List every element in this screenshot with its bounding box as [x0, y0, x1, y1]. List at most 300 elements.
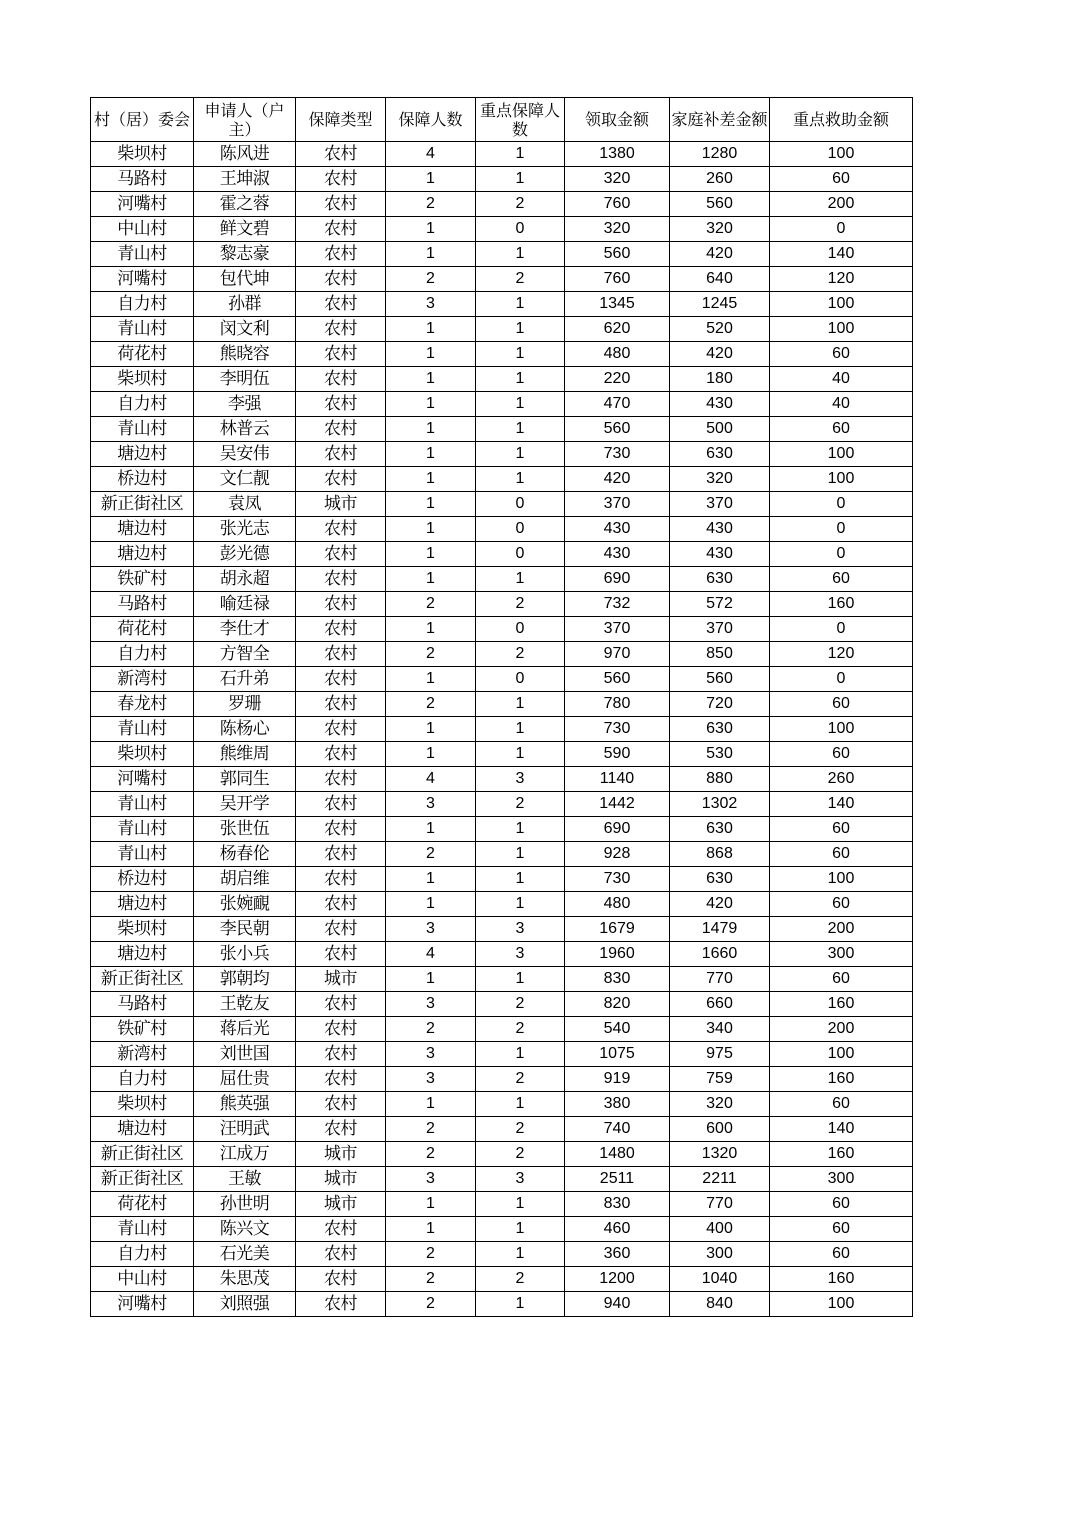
cell-key-aid: 0: [770, 617, 913, 642]
cell-amount: 1075: [565, 1042, 670, 1067]
cell-family-subsidy: 420: [670, 242, 770, 267]
cell-key-aid: 160: [770, 992, 913, 1017]
cell-persons: 2: [386, 592, 476, 617]
cell-key-persons: 1: [476, 1192, 565, 1217]
table-row: [91, 492, 913, 517]
cell-key-persons: 0: [476, 517, 565, 542]
cell-applicant: 蒋后光: [194, 1017, 296, 1042]
cell-persons: 1: [386, 717, 476, 742]
cell-persons: 1: [386, 342, 476, 367]
cell-amount: 820: [565, 992, 670, 1017]
cell-amount: 360: [565, 1242, 670, 1267]
cell-amount: 730: [565, 717, 670, 742]
cell-type: 农村: [296, 1067, 386, 1092]
cell-applicant: 袁凤: [194, 492, 296, 517]
table-row: [91, 192, 913, 217]
table-row: [91, 667, 913, 692]
cell-key-aid: 60: [770, 167, 913, 192]
cell-applicant: 江成万: [194, 1142, 296, 1167]
cell-amount: 1200: [565, 1267, 670, 1292]
table-row: [91, 442, 913, 467]
cell-committee: 铁矿村: [91, 1017, 194, 1042]
cell-applicant: 王乾友: [194, 992, 296, 1017]
cell-amount: 480: [565, 342, 670, 367]
cell-family-subsidy: 630: [670, 817, 770, 842]
header-applicant: 申请人（户主）: [194, 98, 296, 142]
cell-persons: 1: [386, 892, 476, 917]
cell-amount: 430: [565, 517, 670, 542]
header-persons: 保障人数: [386, 98, 476, 142]
cell-persons: 1: [386, 617, 476, 642]
cell-committee: 自力村: [91, 642, 194, 667]
cell-persons: 1: [386, 467, 476, 492]
cell-amount: 420: [565, 467, 670, 492]
cell-type: 农村: [296, 442, 386, 467]
cell-applicant: 朱思茂: [194, 1267, 296, 1292]
cell-family-subsidy: 640: [670, 267, 770, 292]
header-type: 保障类型: [296, 98, 386, 142]
cell-key-persons: 1: [476, 967, 565, 992]
cell-applicant: 彭光德: [194, 542, 296, 567]
cell-committee: 荷花村: [91, 342, 194, 367]
cell-family-subsidy: 1302: [670, 792, 770, 817]
cell-key-persons: 1: [476, 717, 565, 742]
cell-amount: 1140: [565, 767, 670, 792]
cell-key-aid: 160: [770, 1267, 913, 1292]
cell-applicant: 吴开学: [194, 792, 296, 817]
cell-amount: 690: [565, 817, 670, 842]
cell-type: 农村: [296, 367, 386, 392]
cell-committee: 新湾村: [91, 667, 194, 692]
cell-key-aid: 60: [770, 842, 913, 867]
cell-type: 农村: [296, 167, 386, 192]
cell-key-aid: 200: [770, 192, 913, 217]
cell-family-subsidy: 975: [670, 1042, 770, 1067]
table-row: [91, 1167, 913, 1192]
table-row: [91, 267, 913, 292]
cell-amount: 620: [565, 317, 670, 342]
cell-family-subsidy: 1660: [670, 942, 770, 967]
cell-committee: 柴坝村: [91, 367, 194, 392]
cell-type: 农村: [296, 1292, 386, 1317]
table-row: [91, 617, 913, 642]
table-row: [91, 1292, 913, 1317]
cell-family-subsidy: 180: [670, 367, 770, 392]
table-row: [91, 967, 913, 992]
table-body: [91, 142, 913, 1317]
cell-key-persons: 1: [476, 342, 565, 367]
cell-amount: 470: [565, 392, 670, 417]
cell-persons: 1: [386, 542, 476, 567]
cell-persons: 1: [386, 242, 476, 267]
cell-family-subsidy: 370: [670, 492, 770, 517]
cell-persons: 1: [386, 667, 476, 692]
cell-persons: 3: [386, 792, 476, 817]
cell-committee: 青山村: [91, 317, 194, 342]
cell-key-aid: 140: [770, 792, 913, 817]
cell-key-persons: 0: [476, 217, 565, 242]
cell-committee: 柴坝村: [91, 742, 194, 767]
cell-family-subsidy: 560: [670, 192, 770, 217]
table-row: [91, 242, 913, 267]
cell-applicant: 林普云: [194, 417, 296, 442]
header-key-aid: 重点救助金额: [770, 98, 913, 142]
cell-type: 农村: [296, 867, 386, 892]
cell-persons: 2: [386, 1117, 476, 1142]
cell-key-persons: 2: [476, 1067, 565, 1092]
cell-applicant: 胡永超: [194, 567, 296, 592]
cell-family-subsidy: 770: [670, 967, 770, 992]
cell-persons: 1: [386, 817, 476, 842]
cell-applicant: 刘照强: [194, 1292, 296, 1317]
cell-committee: 青山村: [91, 717, 194, 742]
cell-persons: 2: [386, 642, 476, 667]
cell-applicant: 李强: [194, 392, 296, 417]
cell-committee: 铁矿村: [91, 567, 194, 592]
cell-committee: 自力村: [91, 1067, 194, 1092]
table-row: [91, 392, 913, 417]
table-row: [91, 842, 913, 867]
cell-key-aid: 100: [770, 292, 913, 317]
cell-key-aid: 60: [770, 342, 913, 367]
cell-key-persons: 3: [476, 767, 565, 792]
cell-applicant: 杨春伦: [194, 842, 296, 867]
cell-persons: 2: [386, 1142, 476, 1167]
cell-key-aid: 0: [770, 667, 913, 692]
cell-family-subsidy: 340: [670, 1017, 770, 1042]
cell-family-subsidy: 660: [670, 992, 770, 1017]
cell-key-aid: 100: [770, 1292, 913, 1317]
cell-type: 农村: [296, 817, 386, 842]
cell-persons: 1: [386, 392, 476, 417]
cell-key-persons: 0: [476, 617, 565, 642]
cell-family-subsidy: 630: [670, 867, 770, 892]
cell-type: 农村: [296, 1117, 386, 1142]
cell-persons: 3: [386, 292, 476, 317]
header-committee: 村（居）委会: [91, 98, 194, 142]
cell-key-aid: 160: [770, 592, 913, 617]
cell-committee: 河嘴村: [91, 192, 194, 217]
cell-type: 农村: [296, 617, 386, 642]
cell-type: 农村: [296, 592, 386, 617]
cell-applicant: 郭同生: [194, 767, 296, 792]
cell-key-persons: 2: [476, 1017, 565, 1042]
cell-amount: 460: [565, 1217, 670, 1242]
cell-persons: 3: [386, 1167, 476, 1192]
cell-persons: 3: [386, 992, 476, 1017]
cell-applicant: 孙世明: [194, 1192, 296, 1217]
cell-family-subsidy: 630: [670, 567, 770, 592]
cell-type: 农村: [296, 292, 386, 317]
cell-key-persons: 2: [476, 1142, 565, 1167]
cell-persons: 3: [386, 1067, 476, 1092]
cell-applicant: 胡启维: [194, 867, 296, 892]
cell-family-subsidy: 850: [670, 642, 770, 667]
cell-committee: 青山村: [91, 817, 194, 842]
cell-key-aid: 60: [770, 1217, 913, 1242]
subsidy-table: [90, 97, 913, 1317]
cell-persons: 1: [386, 867, 476, 892]
cell-applicant: 屈仕贵: [194, 1067, 296, 1092]
cell-family-subsidy: 320: [670, 1092, 770, 1117]
cell-key-persons: 1: [476, 392, 565, 417]
cell-family-subsidy: 420: [670, 892, 770, 917]
cell-key-persons: 1: [476, 292, 565, 317]
cell-type: 农村: [296, 1017, 386, 1042]
cell-applicant: 孙群: [194, 292, 296, 317]
cell-applicant: 张光志: [194, 517, 296, 542]
cell-committee: 新湾村: [91, 1042, 194, 1067]
cell-applicant: 石光美: [194, 1242, 296, 1267]
cell-key-persons: 2: [476, 1117, 565, 1142]
cell-key-persons: 2: [476, 792, 565, 817]
cell-persons: 1: [386, 1217, 476, 1242]
cell-type: 农村: [296, 467, 386, 492]
cell-type: 城市: [296, 967, 386, 992]
table-row: [91, 742, 913, 767]
cell-key-aid: 140: [770, 242, 913, 267]
cell-applicant: 闵文利: [194, 317, 296, 342]
cell-amount: 730: [565, 442, 670, 467]
cell-key-persons: 1: [476, 692, 565, 717]
cell-type: 城市: [296, 1167, 386, 1192]
cell-committee: 自力村: [91, 392, 194, 417]
cell-key-aid: 60: [770, 1242, 913, 1267]
table-row: [91, 567, 913, 592]
cell-committee: 塘边村: [91, 892, 194, 917]
cell-amount: 2511: [565, 1167, 670, 1192]
cell-key-aid: 0: [770, 217, 913, 242]
cell-persons: 1: [386, 167, 476, 192]
cell-key-persons: 3: [476, 942, 565, 967]
cell-key-aid: 40: [770, 367, 913, 392]
cell-key-persons: 1: [476, 142, 565, 167]
cell-applicant: 王坤淑: [194, 167, 296, 192]
cell-committee: 自力村: [91, 1242, 194, 1267]
cell-amount: 1380: [565, 142, 670, 167]
table-row: [91, 692, 913, 717]
cell-key-persons: 1: [476, 367, 565, 392]
cell-applicant: 陈风进: [194, 142, 296, 167]
table-row: [91, 1242, 913, 1267]
cell-applicant: 喻廷禄: [194, 592, 296, 617]
cell-family-subsidy: 572: [670, 592, 770, 617]
cell-applicant: 陈杨心: [194, 717, 296, 742]
cell-amount: 970: [565, 642, 670, 667]
cell-type: 城市: [296, 1192, 386, 1217]
cell-type: 农村: [296, 717, 386, 742]
cell-applicant: 黎志豪: [194, 242, 296, 267]
cell-amount: 780: [565, 692, 670, 717]
cell-committee: 桥边村: [91, 867, 194, 892]
cell-committee: 马路村: [91, 167, 194, 192]
cell-committee: 青山村: [91, 842, 194, 867]
cell-family-subsidy: 430: [670, 392, 770, 417]
cell-persons: 1: [386, 317, 476, 342]
cell-family-subsidy: 840: [670, 1292, 770, 1317]
table-row: [91, 417, 913, 442]
table-row: [91, 1192, 913, 1217]
cell-type: 农村: [296, 1042, 386, 1067]
cell-persons: 2: [386, 1292, 476, 1317]
cell-applicant: 吴安伟: [194, 442, 296, 467]
cell-committee: 青山村: [91, 792, 194, 817]
cell-amount: 370: [565, 617, 670, 642]
cell-committee: 桥边村: [91, 467, 194, 492]
cell-key-aid: 60: [770, 817, 913, 842]
cell-applicant: 鲜文碧: [194, 217, 296, 242]
table-row: [91, 317, 913, 342]
cell-key-aid: 140: [770, 1117, 913, 1142]
cell-committee: 塘边村: [91, 942, 194, 967]
cell-applicant: 郭朝均: [194, 967, 296, 992]
cell-amount: 760: [565, 192, 670, 217]
cell-committee: 柴坝村: [91, 917, 194, 942]
cell-family-subsidy: 320: [670, 467, 770, 492]
cell-persons: 1: [386, 1192, 476, 1217]
cell-family-subsidy: 880: [670, 767, 770, 792]
cell-type: 农村: [296, 267, 386, 292]
cell-family-subsidy: 600: [670, 1117, 770, 1142]
cell-key-aid: 100: [770, 867, 913, 892]
cell-committee: 新正街社区: [91, 967, 194, 992]
table-row: [91, 1092, 913, 1117]
cell-type: 农村: [296, 917, 386, 942]
cell-family-subsidy: 2211: [670, 1167, 770, 1192]
cell-key-persons: 3: [476, 1167, 565, 1192]
cell-committee: 马路村: [91, 592, 194, 617]
cell-family-subsidy: 400: [670, 1217, 770, 1242]
cell-persons: 1: [386, 517, 476, 542]
cell-type: 农村: [296, 342, 386, 367]
cell-amount: 560: [565, 242, 670, 267]
cell-key-aid: 160: [770, 1142, 913, 1167]
cell-persons: 3: [386, 1042, 476, 1067]
cell-key-aid: 60: [770, 967, 913, 992]
cell-persons: 1: [386, 967, 476, 992]
cell-key-aid: 100: [770, 1042, 913, 1067]
cell-key-aid: 60: [770, 567, 913, 592]
cell-key-persons: 1: [476, 1217, 565, 1242]
cell-amount: 560: [565, 417, 670, 442]
cell-applicant: 张世伍: [194, 817, 296, 842]
table-row: [91, 642, 913, 667]
cell-committee: 塘边村: [91, 1117, 194, 1142]
cell-persons: 2: [386, 1242, 476, 1267]
cell-applicant: 张婉靦: [194, 892, 296, 917]
cell-key-persons: 2: [476, 592, 565, 617]
cell-persons: 2: [386, 267, 476, 292]
cell-amount: 690: [565, 567, 670, 592]
cell-persons: 2: [386, 192, 476, 217]
cell-key-persons: 1: [476, 467, 565, 492]
cell-applicant: 刘世国: [194, 1042, 296, 1067]
header-amount: 领取金额: [565, 98, 670, 142]
cell-type: 农村: [296, 742, 386, 767]
cell-key-persons: 3: [476, 917, 565, 942]
cell-amount: 730: [565, 867, 670, 892]
cell-applicant: 熊维周: [194, 742, 296, 767]
cell-persons: 1: [386, 492, 476, 517]
cell-committee: 柴坝村: [91, 142, 194, 167]
cell-amount: 1960: [565, 942, 670, 967]
cell-key-aid: 60: [770, 417, 913, 442]
cell-key-aid: 120: [770, 267, 913, 292]
cell-amount: 560: [565, 667, 670, 692]
cell-persons: 4: [386, 767, 476, 792]
cell-committee: 河嘴村: [91, 267, 194, 292]
table-row: [91, 867, 913, 892]
cell-amount: 380: [565, 1092, 670, 1117]
cell-family-subsidy: 500: [670, 417, 770, 442]
table-row: [91, 1042, 913, 1067]
cell-key-persons: 1: [476, 1242, 565, 1267]
cell-type: 农村: [296, 942, 386, 967]
table-row: [91, 717, 913, 742]
cell-type: 农村: [296, 692, 386, 717]
cell-type: 农村: [296, 142, 386, 167]
cell-amount: 919: [565, 1067, 670, 1092]
table-row: [91, 217, 913, 242]
cell-key-persons: 1: [476, 567, 565, 592]
cell-key-aid: 120: [770, 642, 913, 667]
cell-key-persons: 1: [476, 842, 565, 867]
cell-key-aid: 40: [770, 392, 913, 417]
cell-key-persons: 1: [476, 417, 565, 442]
cell-persons: 3: [386, 917, 476, 942]
table-row: [91, 592, 913, 617]
cell-applicant: 文仁靓: [194, 467, 296, 492]
cell-family-subsidy: 370: [670, 617, 770, 642]
cell-type: 农村: [296, 1242, 386, 1267]
cell-key-persons: 1: [476, 442, 565, 467]
cell-key-aid: 100: [770, 142, 913, 167]
cell-key-aid: 60: [770, 1092, 913, 1117]
cell-applicant: 石升弟: [194, 667, 296, 692]
cell-persons: 4: [386, 142, 476, 167]
cell-applicant: 李民朝: [194, 917, 296, 942]
cell-amount: 830: [565, 1192, 670, 1217]
cell-family-subsidy: 720: [670, 692, 770, 717]
cell-amount: 430: [565, 542, 670, 567]
cell-amount: 1480: [565, 1142, 670, 1167]
cell-type: 农村: [296, 542, 386, 567]
cell-applicant: 张小兵: [194, 942, 296, 967]
cell-amount: 320: [565, 167, 670, 192]
cell-amount: 830: [565, 967, 670, 992]
cell-committee: 马路村: [91, 992, 194, 1017]
cell-key-aid: 100: [770, 317, 913, 342]
table-row: [91, 917, 913, 942]
cell-key-persons: 2: [476, 192, 565, 217]
table-row: [91, 517, 913, 542]
cell-committee: 新正街社区: [91, 1167, 194, 1192]
cell-type: 农村: [296, 667, 386, 692]
cell-family-subsidy: 770: [670, 1192, 770, 1217]
cell-key-persons: 2: [476, 267, 565, 292]
cell-applicant: 方智全: [194, 642, 296, 667]
table-row: [91, 1067, 913, 1092]
cell-applicant: 熊英强: [194, 1092, 296, 1117]
cell-amount: 540: [565, 1017, 670, 1042]
cell-persons: 1: [386, 742, 476, 767]
cell-type: 农村: [296, 1092, 386, 1117]
table-row: [91, 292, 913, 317]
table-row: [91, 942, 913, 967]
cell-key-aid: 300: [770, 1167, 913, 1192]
table-row: [91, 367, 913, 392]
cell-applicant: 李仕才: [194, 617, 296, 642]
